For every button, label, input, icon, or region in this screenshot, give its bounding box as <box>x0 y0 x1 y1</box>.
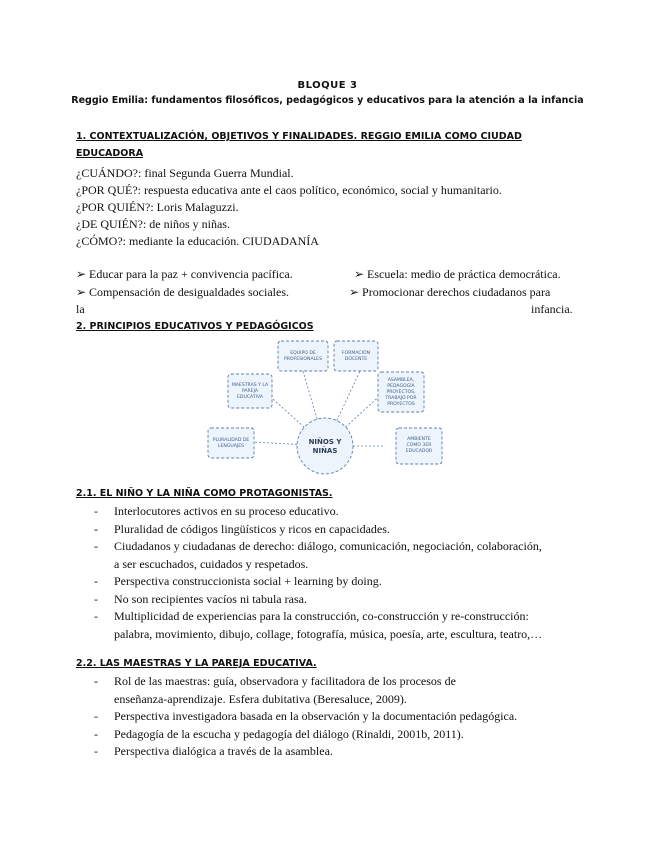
question-how: ¿CÓMO?: mediante la educación. CIUDADANÍA <box>76 234 319 248</box>
node-team-box <box>278 341 328 371</box>
node-teachers-line2: PAREJA <box>241 389 259 394</box>
principles-diagram <box>200 336 450 476</box>
list-item-text: Interlocutores activos en su proceso educativo. <box>114 504 339 518</box>
document-subtitle: Reggio Emilia: fundamentos filosóficos, pedagógicos y educativos para la atención a la infancia <box>71 95 584 106</box>
list-item-text: Perspectiva dialógica a través de la asamblea. <box>114 744 333 758</box>
question-why: ¿POR QUÉ?: respuesta educativa ante el caos político, económico, social y humanitario. <box>76 183 502 197</box>
goal-rights: ➢ Promocionar derechos ciudadanos para <box>349 285 551 299</box>
list-item-text: Ciudadanos y ciudadanas de derecho: diálogo, comunicación, negociación, colaboración, <box>114 539 542 553</box>
center-line2: NIÑAS <box>312 447 338 455</box>
section2-title: 2. PRINCIPIOS EDUCATIVOS Y PEDAGÓGICOS <box>76 321 314 332</box>
list-item-text: Pedagogía de la escucha y pedagogía del diálogo (Rinaldi, 2001b, 2011). <box>114 726 464 741</box>
section1-title-line1: 1. CONTEXTUALIZACIÓN, OBJETIVOS Y FINALIDADES. REGGIO EMILIA COMO CIUDAD <box>76 131 522 142</box>
list-item <box>94 573 542 591</box>
teachers-couple-list <box>94 673 517 761</box>
list-item-text-cont: palabra, movimiento, dibujo, collage, fotografía, música, poesía, arte, escultura, teatro,… <box>114 626 543 641</box>
node-training-box <box>334 341 378 371</box>
list-item-text: Pluralidad de códigos lingüísticos y ricos en capacidades. <box>114 521 390 536</box>
node-languages-box <box>208 428 254 458</box>
node-assembly-line3: PROYECTOS, <box>386 390 416 395</box>
node-environment-line3: EDUCADOR <box>405 449 433 454</box>
list-item <box>94 743 517 761</box>
list-item <box>94 503 542 521</box>
node-environment-line2: COMO 3ER <box>406 443 432 448</box>
node-training-line2: DOCENTE <box>344 357 368 362</box>
principles-diagram-svg <box>200 336 450 476</box>
list-item <box>94 708 517 726</box>
node-assembly-line5: PROYECTOS <box>387 402 415 407</box>
list-item <box>94 726 517 744</box>
list-item-text: Rol de las maestras: guía, observadora y facilitadora de los procesos de <box>114 674 456 688</box>
node-teachers-line3: EDUCATIVA <box>237 395 263 400</box>
list-item-text-cont: a ser escuchados, cuidados y respetados. <box>114 556 309 571</box>
center-circle <box>297 418 353 474</box>
list-item-text: Multiplicidad de experiencias para la construcción, co-construcción y re-construcción: <box>114 609 529 623</box>
goal-rights-wrap-left: la <box>76 302 85 316</box>
node-assembly-line2: PEDAGOGÍA <box>387 384 415 389</box>
center-line1: NIÑOS Y <box>308 438 342 446</box>
node-assembly-line1: ASAMBLEA, <box>387 378 415 383</box>
bloque-heading: BLOQUE 3 <box>297 80 358 91</box>
list-item-text: Perspectiva construccionista social + learning by doing. <box>114 574 382 588</box>
list-item-text-cont: enseñanza-aprendizaje. Esfera dubitativa (Beresaluce, 2009). <box>114 691 407 706</box>
node-languages-line1: PLURALIDAD DE <box>212 438 250 443</box>
list-item-text: Perspectiva investigadora basada en la observación y la documentación pedagógica. <box>114 709 518 723</box>
goal-inequality: ➢ Compensación de desigualdades sociales. <box>76 285 289 299</box>
question-when: ¿CUÁNDO?: final Segunda Guerra Mundial. <box>76 166 294 180</box>
goal-rights-wrap-right: infancia. <box>531 302 573 316</box>
node-team-line2: PROFESIONALES <box>284 357 322 362</box>
section21-title: 2.1. EL NIÑO Y LA NIÑA COMO PROTAGONISTAS. <box>76 488 333 499</box>
node-environment-line1: AMBIENTE <box>407 437 431 442</box>
children-protagonists-list <box>94 503 542 643</box>
list-item <box>94 538 542 573</box>
list-item <box>94 591 542 609</box>
question-whose: ¿DE QUIÉN?: de niños y niñas. <box>76 217 230 231</box>
node-team-line1: EQUIPO DE <box>290 351 316 356</box>
node-teachers-line1: MAESTRAS Y LA <box>231 383 269 388</box>
goal-peace: ➢ Educar para la paz + convivencia pacífica. <box>76 267 293 281</box>
list-item <box>94 608 542 643</box>
node-training-line1: FORMACIÓN <box>341 351 371 356</box>
section1-title-line2: EDUCADORA <box>76 148 144 159</box>
list-item <box>94 673 517 708</box>
node-languages-line2: LENGUAJES <box>217 444 245 449</box>
section22-title: 2.2. LAS MAESTRAS Y LA PAREJA EDUCATIVA. <box>76 658 317 669</box>
question-who: ¿POR QUIÉN?: Loris Malaguzzi. <box>76 200 239 214</box>
node-assembly-line4: TRABAJO POR <box>385 396 417 401</box>
goal-school: ➢ Escuela: medio de práctica democrática. <box>354 267 561 281</box>
list-item <box>94 521 542 539</box>
list-item-text: No son recipientes vacíos ni tabula rasa. <box>114 591 307 606</box>
